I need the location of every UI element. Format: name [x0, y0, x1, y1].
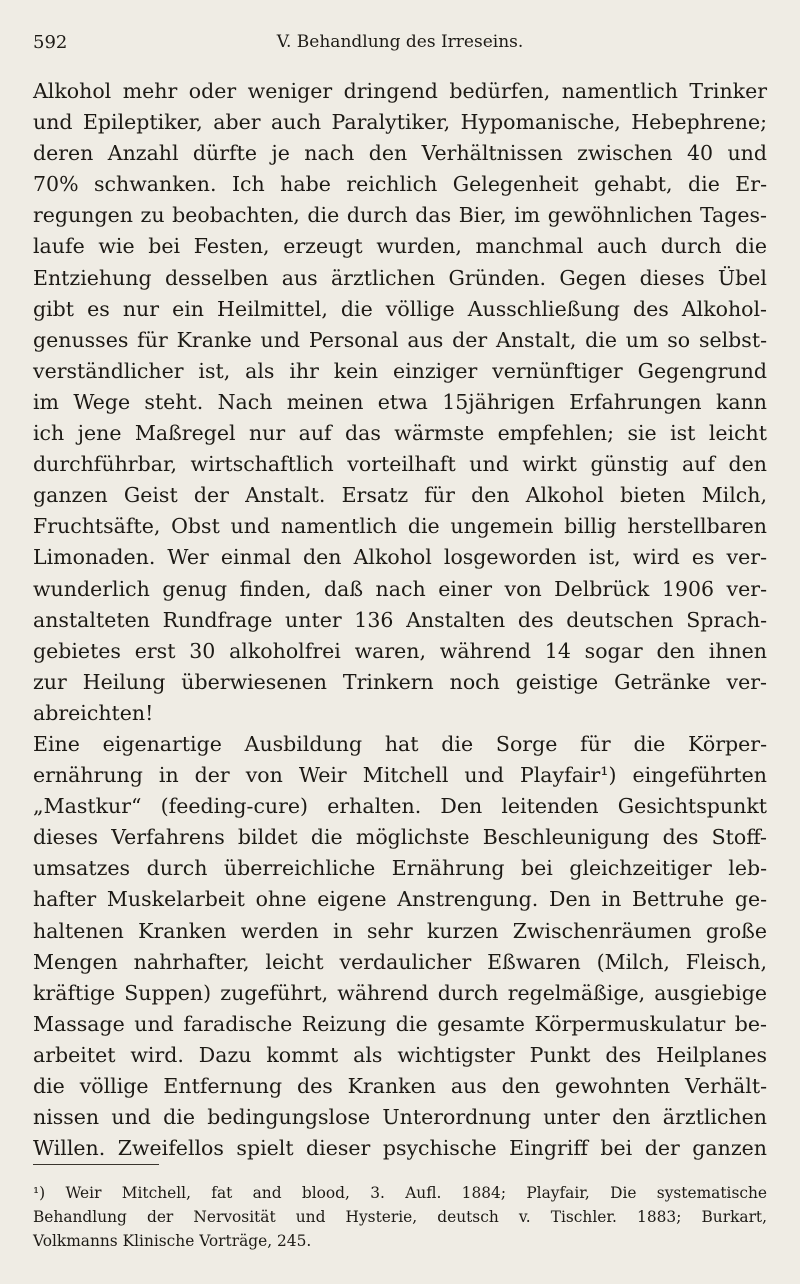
running-title: V. Behandlung des Irreseins.: [276, 32, 524, 52]
text-line: genusses für Kranke und Personal aus der Anstalt, die um so selbst-: [33, 327, 767, 352]
text-line: Alkohol mehr oder weniger dringend bedürfen, namentlich Trinker: [33, 79, 767, 103]
text-line: ich jene Maßregel nur auf das wärmste empfehlen; sie ist leicht: [33, 421, 767, 446]
page-header: [33, 32, 767, 60]
text-line: nissen und die bedingungslose Unterordnung unter den ärztlichen: [33, 1105, 767, 1130]
text-line: gebietes erst 30 alkoholfrei waren, während 14 sogar den ihnen: [33, 638, 767, 663]
page-number: 592: [33, 32, 68, 53]
text-line: ganzen Geist der Anstalt. Ersatz für den Alkohol bieten Milch,: [33, 483, 767, 508]
text-line: die völlige Entfernung des Kranken aus den gewohnten Verhält-: [33, 1074, 767, 1098]
text-line: im Wege steht. Nach meinen etwa 15jährigen Erfahrungen kann: [33, 389, 767, 414]
text-line: „Mastkur“ (feeding-cure) erhalten. Den leitenden Gesichtspunkt: [33, 794, 767, 819]
text-line: zur Heilung überwiesenen Trinkern noch geistige Getränke ver-: [33, 669, 767, 694]
footnotes: [33, 1181, 767, 1253]
text-line: dieses Verfahrens bildet die möglichste Beschleunigung des Stoff-: [33, 825, 767, 850]
footnote-divider: [33, 1164, 159, 1165]
text-line: deren Anzahl dürfte je nach den Verhältnissen zwischen 40 und: [33, 141, 767, 166]
footnote-line: Behandlung der Nervosität und Hysterie, deutsch v. Tischler. 1883; Burkart,: [33, 1208, 767, 1226]
text-line: Fruchtsäfte, Obst und namentlich die ungemein billig herstellbaren: [33, 514, 767, 539]
text-line: Massage und faradische Reizung die gesamte Körpermuskulatur be-: [33, 1011, 767, 1036]
body-text: [33, 76, 767, 1164]
text-line: 70% schwanken. Ich habe reichlich Gelegenheit gehabt, die Er-: [33, 172, 767, 197]
text-line: kräftige Suppen) zugeführt, während durch regelmäßige, ausgiebige: [33, 980, 767, 1005]
text-line: anstalteten Rundfrage unter 136 Anstalten des deutschen Sprach-: [33, 607, 767, 632]
text-line: Entziehung desselben aus ärztlichen Gründen. Gegen dieses Übel: [33, 265, 767, 290]
text-line: ernährung in der von Weir Mitchell und Playfair¹) eingeführten: [33, 763, 767, 788]
text-line: haltenen Kranken werden in sehr kurzen Zwischenräumen große: [33, 918, 767, 943]
footnote-line: Volkmanns Klinische Vorträge, 245.: [33, 1232, 312, 1250]
text-line: Willen. Zweifellos spielt dieser psychische Eingriff bei der ganzen: [33, 1136, 767, 1161]
footnote-line: ¹) Weir Mitchell, fat and blood, 3. Aufl. 1884; Playfair, Die systematische: [33, 1184, 767, 1202]
text-line: und Epileptiker, aber auch Paralytiker, Hypomanische, Hebephrene;: [33, 110, 767, 135]
text-line: gibt es nur ein Heilmittel, die völlige Ausschließung des Alkohol-: [33, 296, 767, 321]
text-line: Mengen nahrhafter, leicht verdaulicher Eßwaren (Milch, Fleisch,: [33, 949, 767, 974]
text-line: umsatzes durch überreichliche Ernährung bei gleichzeitiger leb-: [33, 856, 767, 881]
text-line: laufe wie bei Festen, erzeugt wurden, manchmal auch durch die: [33, 234, 767, 259]
text-line: hafter Muskelarbeit ohne eigene Anstrengung. Den in Bettruhe ge-: [33, 887, 767, 912]
text-line: abreichten!: [33, 700, 154, 725]
text-line: wunderlich genug finden, daß nach einer von Delbrück 1906 ver-: [33, 576, 767, 601]
text-line: Eine eigenartige Ausbildung hat die Sorge für die Körper-: [33, 731, 767, 756]
text-line: Limonaden. Wer einmal den Alkohol losgeworden ist, wird es ver-: [33, 545, 767, 570]
text-line: arbeitet wird. Dazu kommt als wichtigster Punkt des Heilplanes: [33, 1042, 767, 1067]
text-line: verständlicher ist, als ihr kein einziger vernünftiger Gegengrund: [33, 358, 767, 383]
text-line: regungen zu beobachten, die durch das Bier, im gewöhnlichen Tages-: [33, 203, 767, 228]
text-line: durchführbar, wirtschaftlich vorteilhaft und wirkt günstig auf den: [33, 452, 767, 477]
